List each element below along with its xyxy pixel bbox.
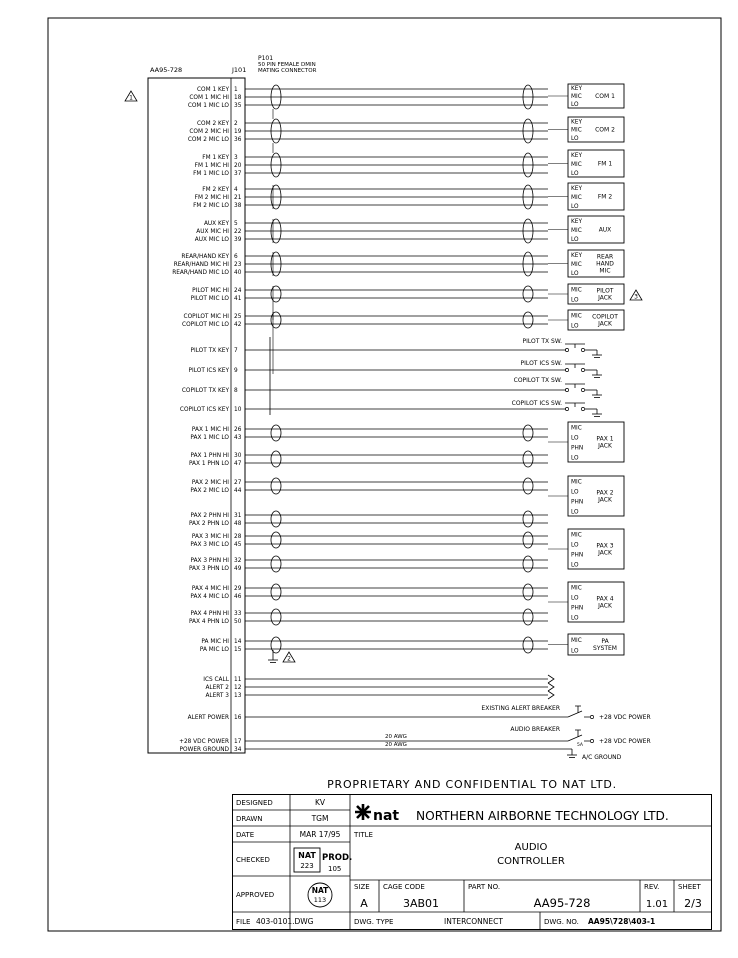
pin-number: 43 [234, 435, 242, 441]
device-pin-label: LO [571, 509, 579, 516]
title-label: TITLE [354, 831, 373, 839]
file-value: 403-0101.DWG [256, 917, 314, 926]
shield-icon [523, 637, 533, 653]
signal-label: PILOT TX KEY [190, 348, 229, 354]
signal-label: PA MIC HI [201, 639, 229, 645]
pin-number: 40 [234, 270, 242, 276]
pin-number: 11 [234, 677, 242, 683]
device-pin-label: LO [571, 170, 579, 177]
device-name: PILOT [596, 287, 614, 295]
signal-label: REAR/HAND KEY [181, 254, 229, 260]
device-pin-label: LO [571, 323, 579, 330]
device-pin-label: PHN [571, 605, 584, 612]
awg-label-1: 20 AWG [385, 734, 407, 740]
pa-ground-note [268, 650, 295, 663]
signal-label: PAX 3 MIC LO [190, 542, 229, 548]
switch-label-copilot-tx: COPILOT TX SW. [513, 377, 562, 384]
device-name: REAR [596, 253, 614, 261]
pin-number: 3 [234, 155, 238, 161]
device-name: MIC [599, 267, 611, 275]
note-3-number: 3 [634, 293, 638, 301]
device-name: COM 1 [595, 93, 615, 100]
device-pin-label: MIC [571, 532, 582, 539]
rev-value: 1.01 [645, 899, 669, 910]
signal-label: COPILOT MIC HI [183, 314, 229, 320]
rev-label: REV. [644, 883, 660, 891]
pin-number: 24 [234, 288, 242, 294]
signal-label: FM 2 KEY [202, 187, 229, 193]
shield-icon [271, 286, 281, 302]
shield-icon [271, 478, 281, 494]
pin-number: 31 [234, 513, 242, 519]
shield-icon [271, 312, 281, 328]
pin-number: 39 [234, 237, 242, 243]
existing-alert-breaker-label: EXISTING ALERT BREAKER [481, 705, 560, 712]
device-pin-label: MIC [571, 261, 582, 268]
pin-number: 42 [234, 322, 242, 328]
device-pin-label: LO [571, 562, 579, 569]
device-name: JACK [598, 496, 612, 504]
shield-icon [271, 609, 281, 625]
device-pin-label: LO [571, 297, 579, 304]
signal-label: PAX 3 PHN HI [190, 558, 229, 564]
pin-number: 50 [234, 619, 242, 625]
title-line-2: CONTROLLER [497, 856, 565, 867]
switch-contact-icon [581, 407, 584, 410]
device-pin-label: LO [571, 455, 579, 462]
breaker-icon-alert [568, 706, 590, 717]
awg-label-2: 20 AWG [385, 742, 407, 748]
part-label: PART NO. [468, 883, 501, 891]
power-wiring [245, 705, 651, 761]
part-value: AA95-728 [533, 896, 591, 910]
device-pin-label: LO [571, 615, 579, 622]
pin-number: 6 [234, 254, 238, 260]
pin-number: 12 [234, 685, 242, 691]
designed-value: KV [314, 798, 326, 807]
device-name: COPILOT [592, 313, 618, 321]
pin-number: 1 [234, 87, 238, 93]
nat-logo [355, 804, 399, 824]
device-name: FM 1 [597, 160, 613, 168]
pin-number: 32 [234, 558, 242, 564]
device-name: PA [601, 638, 609, 645]
device-name: JACK [598, 549, 612, 557]
signal-label: COPILOT TX KEY [181, 388, 229, 394]
signal-label: COPILOT ICS KEY [179, 407, 229, 413]
checked-stamp-top: NAT [298, 851, 316, 860]
pin-number: 18 [234, 95, 242, 101]
device-name: PAX 3 [596, 542, 614, 550]
pin-number: 45 [234, 542, 242, 548]
device-pin-label: PHN [571, 445, 584, 452]
switch-contact-icon [581, 368, 584, 371]
device-pin-label: MIC [571, 479, 582, 486]
shield-icon [523, 584, 533, 600]
pin-number: 20 [234, 163, 242, 169]
controller-block [148, 78, 245, 753]
approved-stamp-top: NAT [311, 886, 329, 895]
switch-contact-icon [581, 348, 584, 351]
pin-number: 19 [234, 129, 242, 135]
shield-icon [523, 609, 533, 625]
connector-ref-label: J101 [232, 66, 247, 74]
signal-label: POWER GROUND [179, 747, 229, 753]
pin-number: 35 [234, 103, 242, 109]
pin-number: 10 [234, 407, 242, 413]
sheet-label: SHEET [678, 883, 701, 891]
device-name: FM 2 [597, 193, 613, 201]
shield-icon [271, 425, 281, 441]
pin-number: 21 [234, 195, 242, 201]
connector-arrow-icons [548, 675, 554, 699]
signal-label: PILOT MIC HI [192, 288, 229, 294]
size-label: SIZE [354, 883, 370, 891]
pin-number: 26 [234, 427, 242, 433]
breaker-rating-label: 5A [577, 743, 583, 748]
device-name: PAX 2 [596, 489, 614, 497]
pin-number: 7 [234, 348, 238, 354]
audio-breaker-label: AUDIO BREAKER [510, 726, 560, 733]
drawn-label: DRAWN [236, 815, 263, 823]
pin-number: 5 [234, 221, 238, 227]
pin-number: 2 [234, 121, 238, 127]
shield-icon [523, 556, 533, 572]
device-pin-label: LO [571, 203, 579, 210]
checked-prod: PROD. [322, 853, 353, 863]
device-pin-label: LO [571, 489, 579, 496]
cage-label: CAGE CODE [383, 883, 425, 891]
note-3-marker [630, 290, 642, 301]
title-line-1: AUDIO [514, 842, 548, 853]
shield-icon [271, 532, 281, 548]
cage-value: 3AB01 [402, 897, 440, 910]
device-pin-label: MIC [571, 287, 582, 294]
pin-number: 37 [234, 171, 242, 177]
device-pin-label: KEY [571, 119, 583, 126]
device-pin-label: LO [571, 435, 579, 442]
signal-label: FM 2 MIC HI [194, 195, 229, 201]
signal-label: +28 VDC POWER [179, 739, 229, 745]
designed-label: DESIGNED [236, 799, 273, 807]
device-pin-label: KEY [571, 252, 583, 259]
pin-number: 49 [234, 566, 242, 572]
alert-wiring [245, 675, 554, 699]
shield-icon [523, 451, 533, 467]
device-name: SYSTEM [593, 645, 617, 652]
dwg-type-label: DWG. TYPE [354, 918, 394, 926]
pin-number: 22 [234, 229, 242, 235]
pin-number: 29 [234, 586, 242, 592]
switch-label-pilot-ics: PILOT ICS SW. [520, 360, 562, 367]
sheet-value: 2/3 [684, 897, 702, 910]
signal-label: REAR/HAND MIC LO [172, 270, 229, 276]
signal-label: FM 1 MIC LO [193, 171, 229, 177]
signal-label: PILOT MIC LO [190, 296, 229, 302]
device-pin-label: LO [571, 102, 579, 108]
shield-icon [523, 312, 533, 328]
device-pin-label: PHN [571, 552, 584, 559]
signal-label: PAX 2 PHN HI [190, 513, 229, 519]
signal-label: PAX 4 PHN HI [190, 611, 229, 617]
size-value: A [360, 897, 368, 910]
nat-logo-text: nat [373, 808, 400, 824]
device-pin-label: MIC [571, 161, 582, 168]
approved-stamp-num: 113 [313, 896, 327, 904]
switch-label-copilot-ics: COPILOT ICS SW. [511, 400, 562, 407]
signal-label: FM 1 MIC HI [194, 163, 229, 169]
pin-number: 44 [234, 488, 242, 494]
signal-label: PAX 1 MIC LO [190, 435, 229, 441]
note-1-number: 1 [129, 94, 133, 102]
switch-contact-icon [581, 388, 584, 391]
ac-ground-label: A/C GROUND [582, 754, 622, 761]
device-name: JACK [598, 294, 612, 302]
signal-label: COM 2 MIC HI [189, 129, 229, 135]
dwg-type-value: INTERCONNECT [444, 917, 503, 926]
device-pin-label: MIC [571, 637, 582, 644]
pin-number: 9 [234, 368, 238, 374]
device-name: JACK [598, 602, 612, 610]
device-pin-label: LO [571, 135, 579, 142]
signal-label: COPILOT MIC LO [182, 322, 229, 328]
signal-label: AUX MIC LO [194, 237, 229, 243]
signal-rows [172, 87, 548, 753]
device-pin-label: MIC [571, 425, 582, 432]
device-name: PAX 1 [596, 435, 614, 443]
title-block [232, 794, 712, 930]
breaker-terminal-icon-2 [590, 739, 593, 742]
device-pin-label: LO [571, 542, 579, 549]
device-pin-label: KEY [571, 86, 583, 92]
device-pin-label: MIC [571, 227, 582, 234]
signal-label: PAX 4 PHN LO [188, 619, 229, 625]
switch-panel [270, 337, 602, 417]
pin-number: 33 [234, 611, 242, 617]
signal-label: PAX 4 MIC LO [190, 594, 229, 600]
checked-stamp-num: 223 [300, 862, 314, 870]
pin-number: 34 [234, 747, 242, 753]
device-pin-label: MIC [571, 313, 582, 320]
device-pin-label: LO [571, 270, 579, 277]
approved-label: APPROVED [236, 891, 275, 899]
nat-star-icon [355, 804, 371, 820]
pin-number: 27 [234, 480, 242, 486]
date-label: DATE [236, 831, 255, 839]
signal-label: ALERT 2 [205, 685, 229, 691]
pin-number: 30 [234, 453, 242, 459]
signal-label: ICS CALL [203, 677, 229, 683]
pin-number: 47 [234, 461, 242, 467]
signal-label: PA MIC LO [199, 647, 229, 653]
signal-label: AUX KEY [203, 221, 229, 227]
switch-label-pilot-tx: PILOT TX SW. [522, 338, 562, 345]
shield-icon [523, 532, 533, 548]
device-name: JACK [598, 320, 612, 328]
device-boxes [548, 84, 624, 655]
pin-number: 17 [234, 739, 242, 745]
pin-number: 13 [234, 693, 242, 699]
signal-label: FM 1 KEY [202, 155, 229, 161]
device-pin-label: MIC [571, 94, 582, 100]
signal-label: PAX 3 MIC HI [191, 534, 229, 540]
part-id-label: AA95-728 [150, 66, 183, 74]
device-pin-label: LO [571, 236, 579, 243]
device-pin-label: MIC [571, 585, 582, 592]
device-pin-label: KEY [571, 218, 583, 225]
plug-desc-1: 50 PIN FEMALE DMIN [258, 62, 316, 68]
pin-number: 38 [234, 203, 242, 209]
shield-icon [523, 478, 533, 494]
device-name: HAND [596, 260, 614, 268]
device-name: JACK [598, 442, 612, 450]
dwg-no-value: AA95\728\403-1 [588, 917, 656, 926]
device-pin-label: MIC [571, 127, 582, 134]
device-pin-label: MIC [571, 194, 582, 201]
signal-label: REAR/HAND MIC HI [173, 262, 229, 268]
pin-number: 46 [234, 594, 242, 600]
shield-icon [523, 286, 533, 302]
signal-label: PAX 2 MIC LO [190, 488, 229, 494]
pin-number: 8 [234, 388, 238, 394]
pin-number: 15 [234, 647, 242, 653]
device-name: COM 2 [595, 126, 615, 134]
proprietary-notice: PROPRIETARY AND CONFIDENTIAL TO NAT LTD. [327, 778, 617, 791]
company-name: NORTHERN AIRBORNE TECHNOLOGY LTD. [416, 809, 669, 823]
breaker-terminal-icon [590, 715, 593, 718]
device-name: AUX [598, 226, 612, 234]
signal-label: COM 2 KEY [197, 121, 229, 127]
signal-label: PILOT ICS KEY [188, 368, 229, 374]
pin-number: 14 [234, 639, 242, 645]
shield-icon [523, 425, 533, 441]
signal-label: PAX 4 MIC HI [191, 586, 229, 592]
pin-number: 4 [234, 187, 238, 193]
signal-label: PAX 1 PHN LO [188, 461, 229, 467]
signal-label: ALERT 3 [205, 693, 229, 699]
shield-icon [523, 511, 533, 527]
device-name: PAX 4 [596, 595, 614, 603]
signal-label: AUX MIC HI [196, 229, 229, 235]
signal-label: COM 2 MIC LO [187, 137, 229, 143]
signal-label: PAX 1 MIC HI [191, 427, 229, 433]
device-pin-label: KEY [571, 152, 583, 159]
checked-prod-num: 105 [328, 865, 342, 873]
pin-number: 16 [234, 715, 242, 721]
shield-icon [271, 637, 281, 653]
checked-label: CHECKED [236, 856, 270, 864]
pin-number: 41 [234, 296, 242, 302]
device-pin-label: KEY [571, 185, 583, 192]
file-label: FILE [236, 918, 251, 926]
shield-icon [271, 556, 281, 572]
vdc-power-label-1: +28 VDC POWER [599, 714, 651, 721]
pin-number: 28 [234, 534, 242, 540]
device-pin-label: LO [571, 648, 579, 655]
signal-label: PAX 3 PHN LO [188, 566, 229, 572]
pin-number: 48 [234, 521, 242, 527]
pin-number: 25 [234, 314, 242, 320]
shield-icon [271, 584, 281, 600]
shield-icon [271, 451, 281, 467]
drawn-value: TGM [311, 814, 329, 823]
pin-number: 36 [234, 137, 242, 143]
device-pin-label: LO [571, 595, 579, 602]
signal-label: COM 1 KEY [197, 87, 229, 93]
date-value: MAR 17/95 [299, 830, 341, 839]
device-pin-label: PHN [571, 499, 584, 506]
signal-label: PAX 1 PHN HI [190, 453, 229, 459]
signal-label: COM 1 MIC HI [189, 95, 229, 101]
pin-number: 23 [234, 262, 242, 268]
vdc-power-label-2: +28 VDC POWER [599, 738, 651, 745]
plug-ref-label: P101 [258, 55, 274, 62]
signal-label: COM 1 MIC LO [187, 103, 229, 109]
signal-label: PAX 2 PHN LO [188, 521, 229, 527]
note-2-number: 2 [287, 655, 291, 663]
plug-desc-2: MATING CONNECTOR [258, 68, 317, 74]
shield-icon [271, 511, 281, 527]
signal-label: ALERT POWER [187, 715, 229, 721]
breaker-icon-audio [568, 730, 590, 741]
signal-label: PAX 2 MIC HI [191, 480, 229, 486]
signal-label: FM 2 MIC LO [193, 203, 229, 209]
dwg-no-label: DWG. NO. [544, 918, 579, 926]
